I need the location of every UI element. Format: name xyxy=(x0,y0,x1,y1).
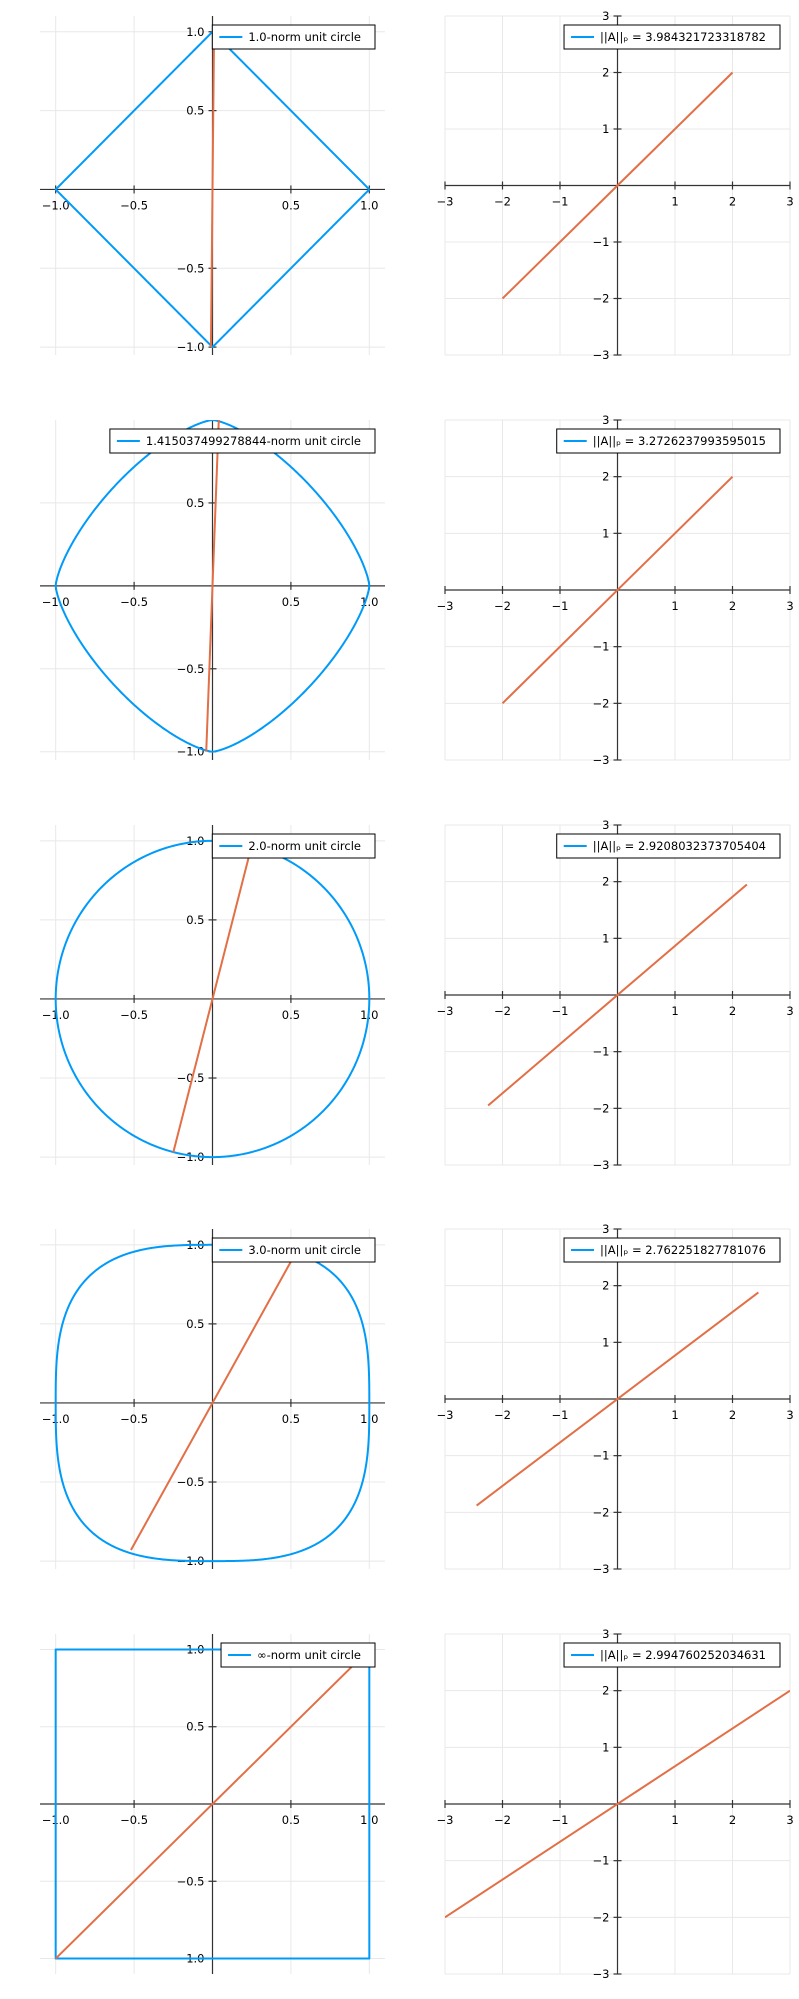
legend xyxy=(212,1238,375,1262)
y-tick-label: 0.5 xyxy=(186,1719,205,1734)
legend xyxy=(110,429,375,453)
y-tick-label: 1 xyxy=(602,1740,610,1755)
y-tick-label: −0.5 xyxy=(176,1874,205,1889)
y-tick-label: 2 xyxy=(602,874,610,889)
x-tick-label: 3 xyxy=(786,1813,794,1827)
x-tick-label: −1 xyxy=(551,1408,569,1422)
y-tick-label: 3 xyxy=(602,818,610,832)
legend-label: ||A||ₚ = 3.984321723318782 xyxy=(600,30,766,44)
x-tick-label: −1 xyxy=(551,1813,569,1827)
y-tick-label: −2 xyxy=(592,696,610,711)
legend-label: ∞-norm unit circle xyxy=(257,1648,361,1662)
y-tick-label: 2 xyxy=(602,1683,610,1698)
x-tick-label: 3 xyxy=(786,1004,794,1018)
legend xyxy=(557,834,780,858)
y-tick-label: 0.5 xyxy=(186,103,205,118)
y-tick-label: −2 xyxy=(592,291,610,306)
x-tick-label: 3 xyxy=(786,1408,794,1422)
y-tick-label: −1.0 xyxy=(176,1951,205,1966)
x-tick-label: 1.0 xyxy=(360,198,379,213)
x-tick-label: −3 xyxy=(436,1813,454,1827)
x-tick-label: 1.0 xyxy=(360,1007,379,1022)
y-tick-label: 1.0 xyxy=(186,1642,205,1657)
subplot-4-0 xyxy=(40,1634,385,1974)
subplot-2-1 xyxy=(437,818,794,1172)
y-tick-label: −1 xyxy=(592,235,610,249)
x-tick-label: −0.5 xyxy=(120,594,149,609)
x-tick-label: −1.0 xyxy=(41,1007,70,1022)
x-tick-label: 2 xyxy=(728,1813,737,1827)
x-tick-label: −2 xyxy=(494,1004,511,1018)
y-tick-label: 3 xyxy=(602,9,610,23)
x-tick-label: 1 xyxy=(671,1813,679,1827)
x-tick-label: −1 xyxy=(551,194,569,209)
x-tick-label: 2 xyxy=(728,1004,737,1018)
x-tick-label: −2 xyxy=(494,1408,511,1422)
legend xyxy=(212,25,375,49)
x-tick-label: 1 xyxy=(671,1004,679,1018)
y-tick-label: −1 xyxy=(592,1853,610,1868)
x-tick-label: −3 xyxy=(436,599,454,613)
y-tick-label: −2 xyxy=(592,1910,610,1925)
subplot-3-1 xyxy=(437,1222,794,1576)
legend xyxy=(564,25,780,49)
x-tick-label: 3 xyxy=(786,194,794,209)
subplot-0-1 xyxy=(437,9,794,362)
legend xyxy=(557,429,780,453)
y-tick-label: 1.0 xyxy=(186,833,205,848)
y-tick-label: 2 xyxy=(602,65,610,80)
y-tick-label: 1 xyxy=(602,526,610,541)
legend-label: ||A||ₚ = 2.762251827781076 xyxy=(600,1243,766,1257)
y-tick-label: 1.0 xyxy=(186,1237,205,1252)
x-tick-label: −1.0 xyxy=(41,198,70,213)
x-tick-label: −3 xyxy=(436,1408,454,1422)
y-tick-label: 1 xyxy=(602,931,610,946)
x-tick-label: −2 xyxy=(494,1813,511,1827)
y-tick-label: −1.0 xyxy=(176,1554,205,1569)
legend xyxy=(564,1238,780,1262)
y-tick-label: −1.0 xyxy=(176,744,205,759)
y-tick-label: −0.5 xyxy=(176,1475,205,1490)
x-tick-label: −1.0 xyxy=(41,1411,70,1426)
x-tick-label: −1.0 xyxy=(41,1813,70,1827)
legend-label: ||A||ₚ = 2.994760252034631 xyxy=(600,1648,766,1662)
x-tick-label: −3 xyxy=(436,194,454,209)
legend-label: 1.0-norm unit circle xyxy=(248,30,361,44)
legend-label: 1.415037499278844-norm unit circle xyxy=(145,434,361,448)
x-tick-label: 1.0 xyxy=(360,1411,379,1426)
subplot-0-0 xyxy=(40,16,385,355)
y-tick-label: −2 xyxy=(592,1505,610,1520)
y-tick-label: −0.5 xyxy=(176,661,205,676)
y-tick-label: −3 xyxy=(592,1158,610,1172)
y-tick-label: 1 xyxy=(602,1335,610,1350)
x-tick-label: −0.5 xyxy=(120,1411,149,1426)
legend xyxy=(221,1643,375,1667)
x-tick-label: −3 xyxy=(436,1004,454,1018)
x-tick-label: 2 xyxy=(728,194,737,209)
legend xyxy=(564,1643,780,1667)
subplot-4-1 xyxy=(437,1627,794,1981)
y-tick-label: 2 xyxy=(602,469,610,484)
x-tick-label: 0.5 xyxy=(281,198,301,213)
y-tick-label: −3 xyxy=(592,348,610,362)
y-tick-label: −1 xyxy=(592,1448,610,1463)
legend-label: ||A||ₚ = 3.2726237993595015 xyxy=(592,434,766,448)
x-tick-label: 0.5 xyxy=(281,1411,301,1426)
y-tick-label: −2 xyxy=(592,1101,610,1116)
y-tick-label: −1 xyxy=(592,639,610,654)
x-tick-label: 1 xyxy=(671,1408,679,1422)
y-tick-label: 1.0 xyxy=(186,24,205,39)
y-tick-label: 2 xyxy=(602,1278,610,1293)
y-tick-label: −0.5 xyxy=(176,1071,205,1086)
y-tick-label: −3 xyxy=(592,753,610,767)
x-tick-label: 0.5 xyxy=(281,594,301,609)
x-tick-label: 3 xyxy=(786,599,794,613)
x-tick-label: −0.5 xyxy=(120,198,149,213)
y-tick-label: 1 xyxy=(602,122,610,136)
y-tick-label: 0.5 xyxy=(186,495,205,510)
y-tick-label: −3 xyxy=(592,1562,610,1576)
legend-label: 3.0-norm unit circle xyxy=(248,1243,361,1257)
legend xyxy=(212,834,375,858)
y-tick-label: −3 xyxy=(592,1967,610,1981)
x-tick-label: 1 xyxy=(671,194,679,209)
y-tick-label: 3 xyxy=(602,1222,610,1236)
x-tick-label: 1.0 xyxy=(360,594,379,609)
x-tick-label: 2 xyxy=(728,1408,737,1422)
y-tick-label: −1.0 xyxy=(176,1150,205,1165)
y-tick-label: −1 xyxy=(592,1044,610,1059)
x-tick-label: −2 xyxy=(494,194,511,209)
x-tick-label: 1.0 xyxy=(360,1813,379,1827)
subplot-3-0 xyxy=(40,1229,385,1569)
y-tick-label: −1.0 xyxy=(176,340,205,355)
x-tick-label: −1.0 xyxy=(41,594,70,609)
legend-label: ||A||ₚ = 2.9208032373705404 xyxy=(592,839,766,853)
x-tick-label: −2 xyxy=(494,599,511,613)
y-tick-label: −0.5 xyxy=(176,261,205,276)
x-tick-label: −1 xyxy=(551,599,569,613)
x-tick-label: 2 xyxy=(728,599,737,613)
subplot-1-0 xyxy=(40,420,385,760)
y-tick-label: 3 xyxy=(602,1627,610,1641)
legend-label: 2.0-norm unit circle xyxy=(248,839,361,853)
x-tick-label: −0.5 xyxy=(120,1813,149,1827)
y-tick-label: 0.5 xyxy=(186,1316,205,1331)
x-tick-label: −0.5 xyxy=(120,1007,149,1022)
subplot-1-1 xyxy=(437,413,794,767)
subplot-2-0 xyxy=(40,825,385,1165)
x-tick-label: 0.5 xyxy=(281,1007,301,1022)
y-tick-label: 0.5 xyxy=(186,912,205,927)
axes xyxy=(40,1229,385,1569)
x-tick-label: 0.5 xyxy=(281,1813,301,1827)
x-tick-label: 1 xyxy=(671,599,679,613)
y-tick-label: 3 xyxy=(602,413,610,427)
x-tick-label: −1 xyxy=(551,1004,569,1018)
